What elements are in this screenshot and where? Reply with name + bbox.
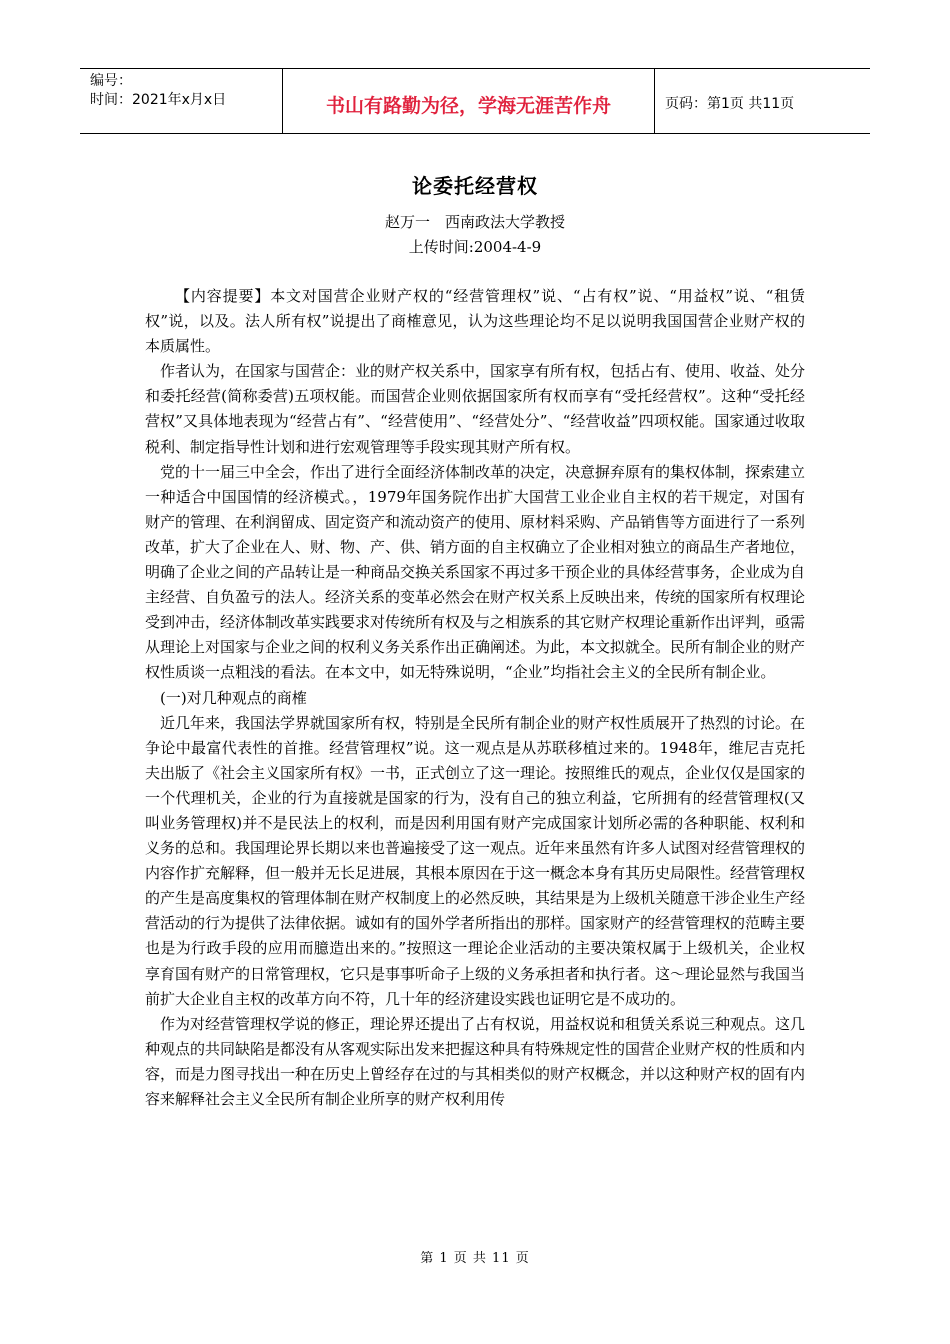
body-paragraph: 作者认为，在国家与国营企：业的财产权关系中，国家享有所有权，包括占有、使用、收益、处分和委托经营(简称委营)五项权能。而国营企业则依据国家所有权而享有“受托经营权”。这种“受托经营权”又具体地表现为“经营占有”、“经营使用”、“经营处分”、“经营收益”四项权能。国家通过收取税利、制定指导性计划和进行宏观管理等手段实现其财产所有权。 [145,362,806,456]
article-body [145,284,805,1112]
abstract-paragraph: 【内容提要】本文对国营企业财产权的“经营管理权”说、“占有权”说、“用益权”说、“租赁权”说，以及。法人所有权”说提出了商榷意见，认为这些理论均不足以说明我国国营企业财产权的本质属性。 [145,287,805,356]
header-page-info: 页码：第1页 共11页 [665,96,795,112]
header-meta [80,69,283,133]
page-footer: 第 1 页 共 11 页 [420,1251,530,1266]
section-heading: (一)对几种观点的商榷 [160,688,307,707]
number-label: 编号： [90,73,132,89]
page-header [80,68,870,134]
upload-time: 上传时间:2004-4-9 [408,238,542,256]
article-author: 赵万一 西南政法大学教授 [384,213,565,231]
article-title: 论委托经营权 [412,174,538,198]
time-label: 时间：2021年x月x日 [90,92,227,108]
body-paragraph: 近几年来，我国法学界就国家所有权，特别是全民所有制企业的财产权性质展开了热烈的讨论。在争论中最富代表性的首推。经营管理权”说。这一观点是从苏联移植过来的。1948年，维尼吉克托夫出版了《社会主义国家所有权》一书，正式创立了这一理论。按照维氏的观点，企业仅仅是国家的一个代理机关，企业的行为直接就是国家的行为，没有自己的独立利益，它所拥有的经营管理权(又叫业务管理权)并不是民法上的权利，而是因利用国有财产完成国家计划所必需的各种职能、权利和义务的总和。我国理论界长期以来也普遍接受了这一观点。近年来虽然有许多人试图对经营管理权的内容作扩充解释，但一般并无长足进展，其根本原因在于这一概念本身有其历史局限性。经营管理权的产生是高度集权的管理体制在财产权制度上的必然反映，其结果是为上级机关随意干涉企业生产经营活动的行为提供了法律依据。诚如有的国外学者所指出的那样。国家财产的经营管理权的范畴主要也是为行政手段的应用而臆造出来的。”按照这一理论企业活动的主要决策权属于上级机关，企业权享育国有财产的日常管理权，它只是事事听命子上级的义务承担者和执行者。这～理论显然与我国当前扩大企业自主权的改革方向不符，几十年的经济建设实践也证明它是不成功的。 [145,713,806,1008]
body-paragraph: 党的十一届三中全会，作出了进行全面经济体制改革的决定，决意摒弃原有的集权体制，探索建立一种适合中国国情的经济模式。，1979年国务院作出扩大国营工业企业自主权的若干规定，对国有财产的管理、在利润留成、固定资产和流动资产的使用、原材料采购、产品销售等方面进行了一系列改革，扩大了企业在人、财、物、产、供、销方面的自主权确立了企业相对独立的商品生产者地位，明确了企业之间的产品转让是一种商品交换关系国家不再过多干预企业的具体经营事务，企业成为自主经营、自负盈亏的法人。经济关系的变革必然会在财产权关系上反映出来，传统的国家所有权理论受到冲击，经济体制改革实践要求对传统所有权及与之相族系的其它财产权理论重新作出评判，亟需从理论上对国家与企业之间的权利义务关系作出正确阐述。为此，本文拟就全。民所有制企业的财产权性质谈一点粗浅的看法。在本文中，如无特殊说明，“企业”均指社会主义的全民所有制企业。 [145,462,806,682]
header-motto: 书山有路勤为径，学海无涯苦作舟 [283,69,655,133]
body-paragraph: 作为对经营管理权学说的修正，理论界还提出了占有权说，用益权说和租赁关系说三种观点。这几种观点的共同缺陷是都没有从客观实际出发来把握这种具有特殊规定性的国营企业财产权的性质和内容，而是力图寻找出一种在历史上曾经存在过的与其相类似的财产权概念，并以这种财产权的固有内容来解释社会主义全民所有制企业所享的财产权利用传 [145,1014,806,1108]
